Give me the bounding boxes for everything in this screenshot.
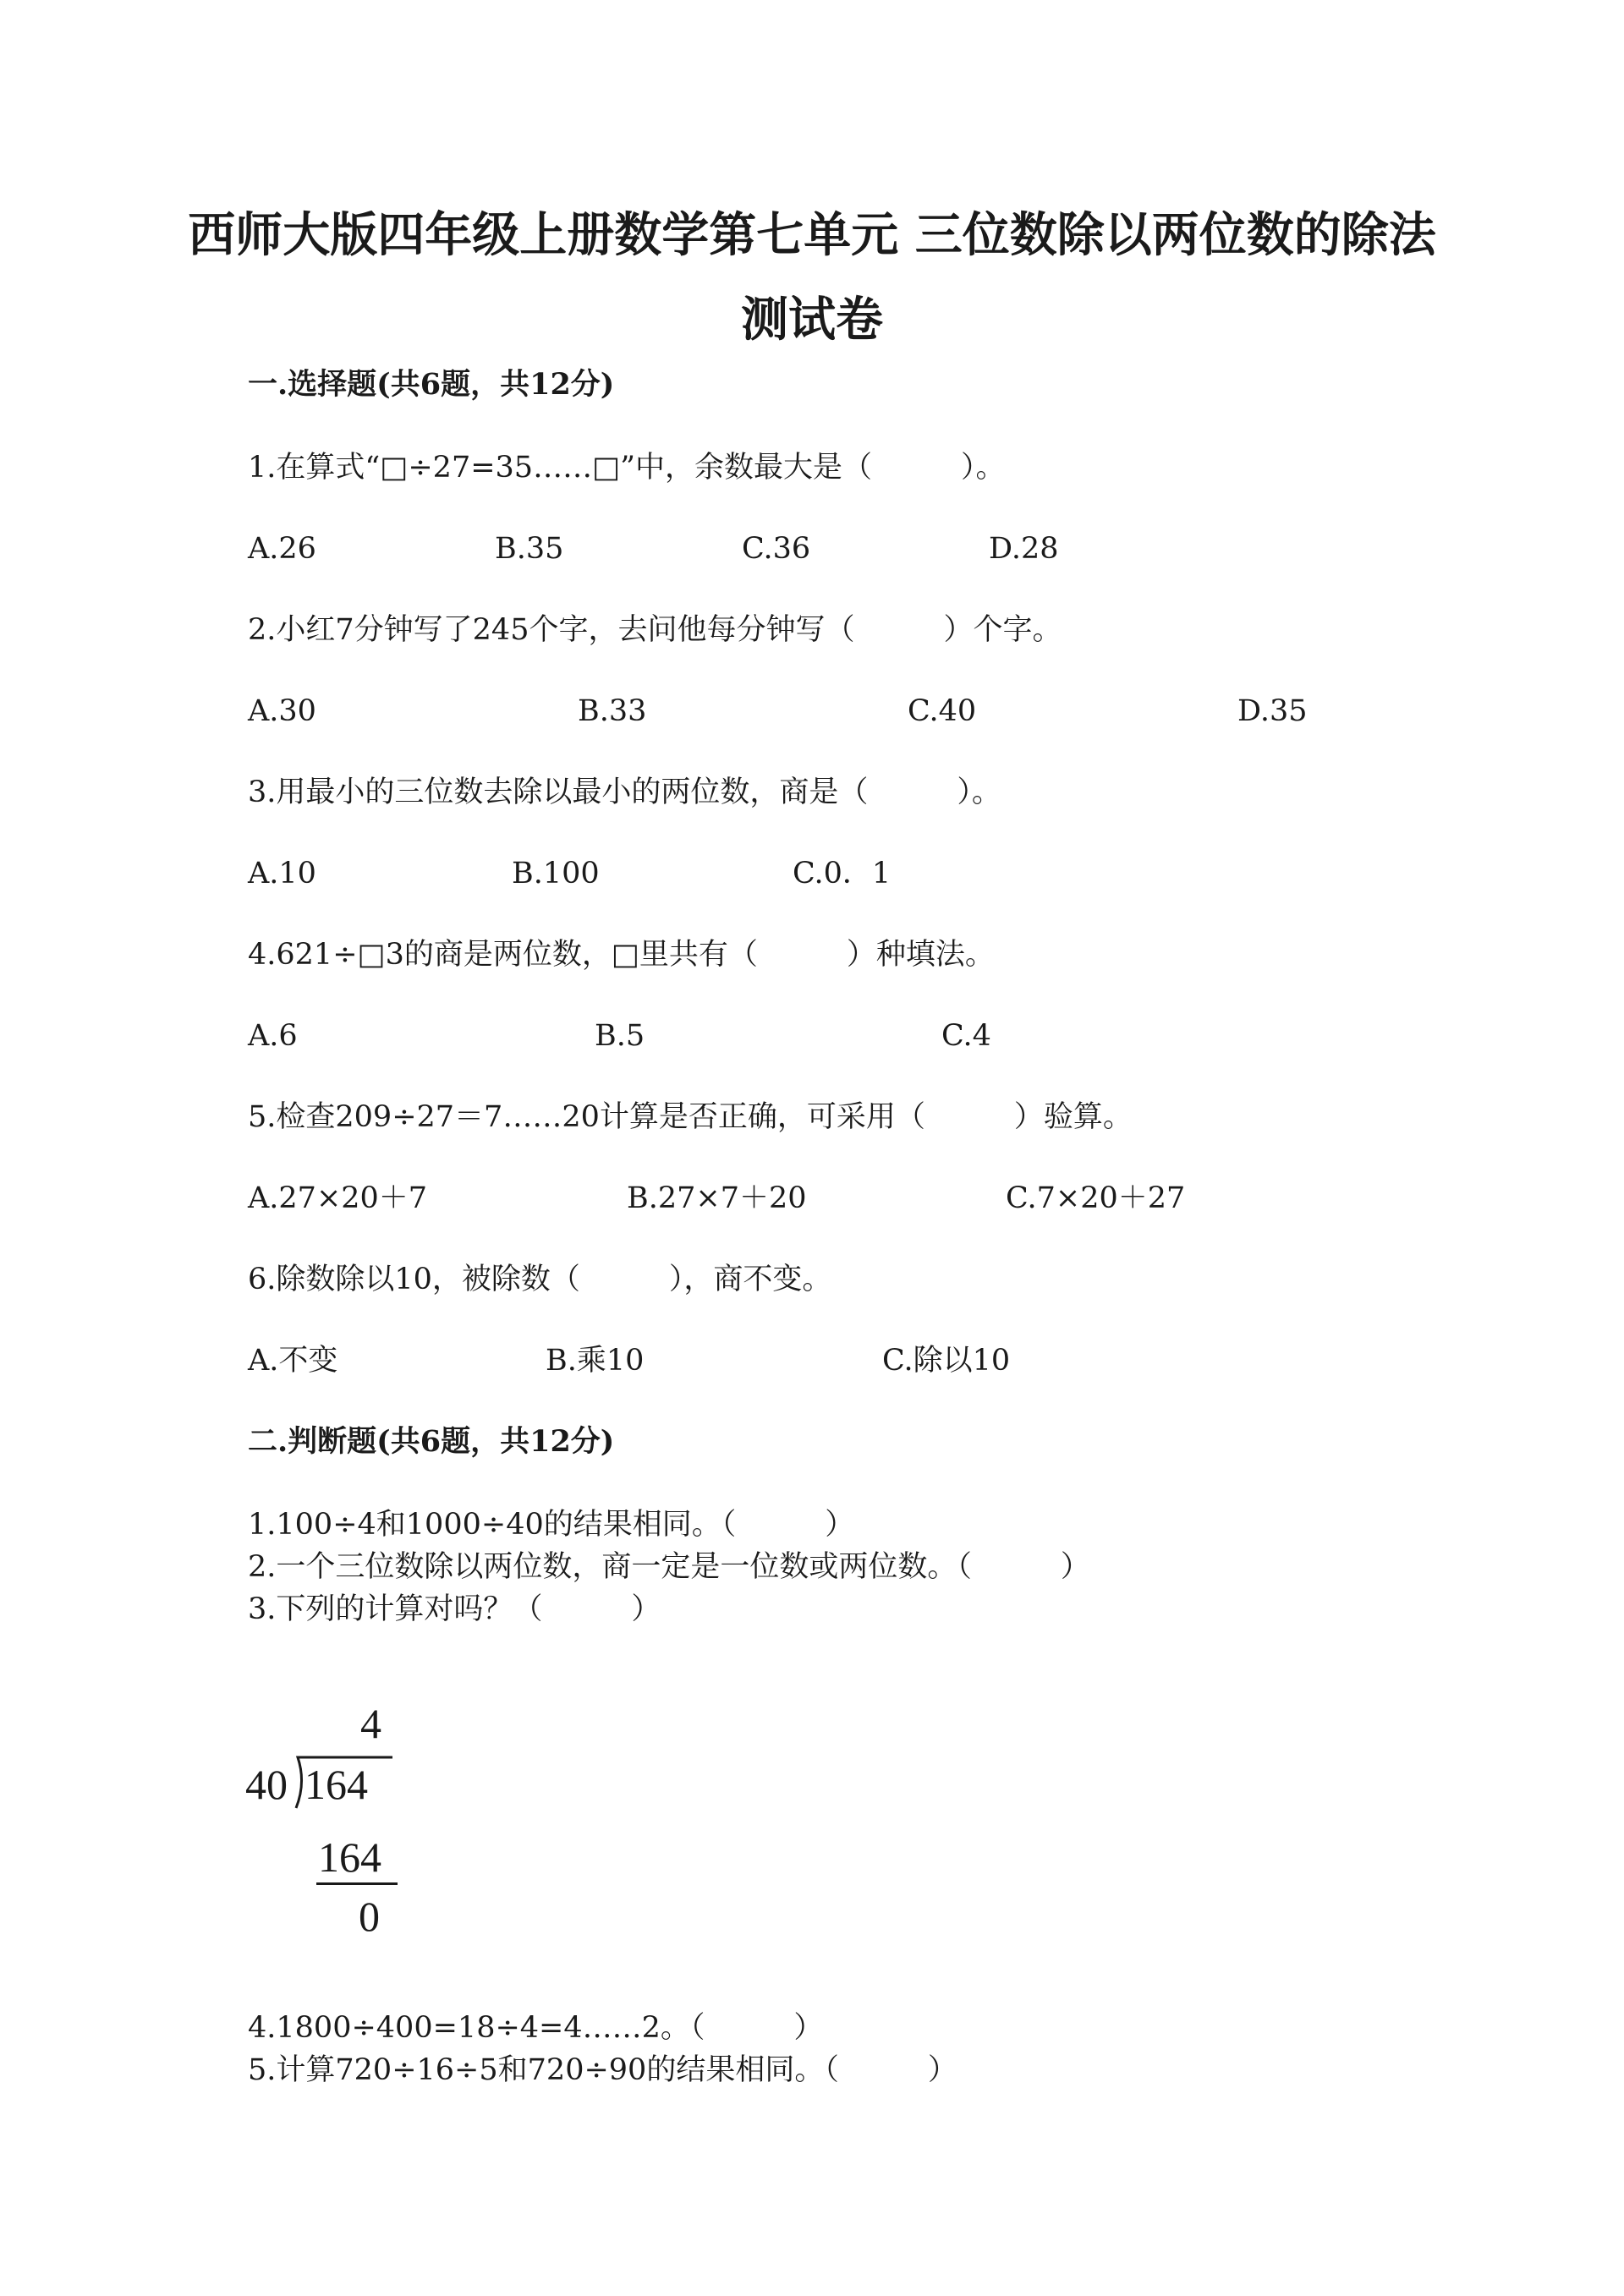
question-3: 3.用最小的三位数去除以最小的两位数，商是（ ）。 — [248, 775, 1001, 809]
option-a: A.10 — [248, 857, 316, 890]
division-remainder: 0 — [359, 1893, 380, 1940]
judgment-1: 1.100÷4和1000÷40的结果相同。（ ） — [248, 1508, 855, 1542]
question-2: 2.小红7分钟写了245个字，去问他每分钟写（ ）个字。 — [248, 613, 1062, 647]
option-c: C.除以10 — [882, 1344, 1011, 1378]
option-b: B.100 — [512, 857, 600, 890]
question-6: 6.除数除以10，被除数（ ），商不变。 — [248, 1263, 832, 1296]
option-c: C.7×20＋27 — [1006, 1181, 1186, 1215]
option-a: A.27×20＋7 — [248, 1181, 428, 1215]
division-quotient: 4 — [360, 1700, 381, 1747]
options-3 — [248, 852, 1432, 895]
options-2 — [248, 690, 1432, 732]
option-b: B.33 — [578, 694, 647, 728]
division-product: 164 — [318, 1833, 381, 1881]
options-5 — [248, 1177, 1432, 1219]
division-dividend: 164 — [304, 1761, 368, 1808]
option-a: A.不变 — [248, 1344, 338, 1378]
option-d: D.28 — [989, 532, 1059, 566]
judgment-2: 2.一个三位数除以两位数，商一定是一位数或两位数。（ ） — [248, 1550, 1090, 1584]
option-b: B.5 — [595, 1019, 645, 1053]
section-heading-choice: 一.选择题(共6题，共12分) — [248, 367, 615, 402]
judgment-5: 5.计算720÷16÷5和720÷90的结果相同。（ ） — [248, 2053, 957, 2087]
option-c: C.4 — [941, 1019, 991, 1053]
option-b: B.35 — [495, 532, 564, 566]
option-d: D.35 — [1237, 694, 1308, 728]
question-5: 5.检查209÷27＝7……20计算是否正确，可采用（ ）验算。 — [248, 1100, 1133, 1134]
division-divisor: 40 — [245, 1761, 288, 1808]
page-title: 西师大版四年级上册数学第七单元 三位数除以两位数的除法 测试卷 — [188, 207, 1436, 348]
option-b: B.乘10 — [546, 1344, 645, 1378]
option-c: C.36 — [742, 532, 811, 566]
question-4: 4.621÷□3的商是两位数，□里共有（ ）种填法。 — [248, 938, 995, 972]
option-a: A.26 — [248, 532, 316, 566]
option-c: C.0．1 — [793, 857, 892, 890]
judgment-3: 3.下列的计算对吗？（ ） — [248, 1592, 661, 1626]
option-a: A.6 — [248, 1019, 298, 1053]
judgment-4: 4.1800÷400=18÷4=4……2。（ ） — [248, 2011, 824, 2045]
option-a: A.30 — [248, 694, 316, 728]
options-6 — [248, 1340, 1432, 1382]
question-1: 1.在算式“□÷27=35……□”中，余数最大是（ ）。 — [248, 451, 1006, 485]
option-c: C.40 — [908, 694, 977, 728]
division-rule — [316, 1882, 398, 1885]
options-1 — [248, 528, 1432, 570]
section-heading-judgment: 二.判断题(共6题，共12分) — [248, 1424, 615, 1459]
long-division-figure — [245, 1700, 431, 1954]
options-4 — [248, 1015, 1432, 1057]
option-b: B.27×7＋20 — [627, 1181, 807, 1215]
